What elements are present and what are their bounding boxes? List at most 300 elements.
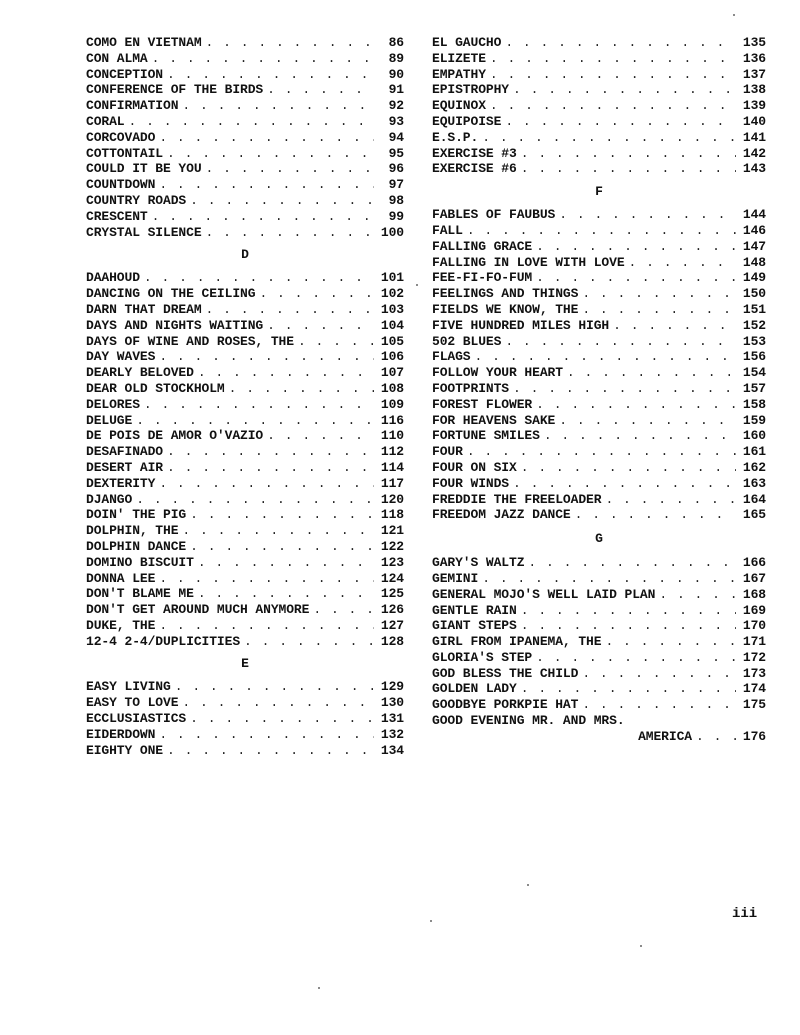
entry-title: COULD IT BE YOU [86,161,202,177]
entry-title: ELIZETE [432,50,486,66]
index-entry [86,318,404,334]
entry-page-number: 106 [380,349,404,365]
dot-leader [659,587,736,603]
index-column-left [86,35,404,758]
index-column-right [432,35,766,745]
entry-title: DELUGE [86,412,133,428]
index-entry [432,239,766,255]
index-entry [432,587,766,603]
entry-title: CONCEPTION [86,66,164,82]
entry-title: DOLPHIN DANCE [86,538,187,554]
index-entry [432,223,766,239]
index-entry [86,177,404,193]
entry-title: DEARLY BELOVED [86,365,194,381]
dot-leader [182,695,374,711]
index-entry [86,365,404,381]
dot-leader [206,35,374,51]
entry-page-number: 124 [380,570,404,586]
index-entry [432,507,766,523]
index-entry [432,460,766,476]
dot-leader [490,51,736,67]
entry-page-number: 134 [380,742,404,758]
index-entry [432,428,766,444]
index-entry [86,492,404,508]
entry-title: ECCLUSIASTICS [86,711,187,727]
entry-title: FEELINGS AND THINGS [432,286,579,302]
index-entry [86,225,404,241]
dot-leader [696,729,736,745]
dot-leader [152,209,374,225]
entry-title: GOOD EVENING MR. AND MRS. [432,713,625,729]
index-entry [432,555,766,571]
section-letter-g: G [595,531,603,547]
entry-page-number: 159 [742,412,766,428]
dot-leader [159,571,374,587]
entry-page-number: 165 [742,507,766,523]
entry-title: DE POIS DE AMOR O'VAZIO [86,428,264,444]
scan-speck [733,14,735,16]
index-entry [432,130,766,146]
entry-page-number: 135 [742,35,766,50]
dot-leader [521,681,736,697]
index-entry [432,618,766,634]
index-entry [86,634,404,650]
index-entry [86,413,404,429]
entry-title: FOUR [432,444,463,460]
entry-page-number: 98 [388,192,404,208]
section-letter-f: F [595,184,603,200]
dot-leader [182,98,374,114]
entry-page-number: 149 [742,270,766,286]
index-entry [432,476,766,492]
index-entry [86,679,404,695]
entry-page-number: 126 [380,602,404,618]
index-entry [432,334,766,350]
entry-title: DAYS OF WINE AND ROSES, THE [86,333,294,349]
entry-title: DAYS AND NIGHTS WAITING [86,317,264,333]
index-entry [432,666,766,682]
entry-title: DUKE, THE [86,617,156,633]
entry-page-number: 136 [742,50,766,66]
entry-title: EMPATHY [432,66,486,82]
entry-page-number: 138 [742,82,766,98]
entry-page-number: 89 [388,50,404,66]
entry-page-number: 160 [742,428,766,444]
entry-title: FREDDIE THE FREELOADER [432,491,602,507]
entry-page-number: 137 [742,66,766,82]
dot-leader [198,365,374,381]
entry-title: COUNTRY ROADS [86,192,187,208]
entry-title: CONFERENCE OF THE BIRDS [86,82,264,98]
index-entry [86,727,404,743]
index-entry [86,130,404,146]
index-entry [432,35,766,51]
dot-leader [467,223,736,239]
entry-title: FOOTPRINTS [432,380,510,396]
dot-leader [229,381,374,397]
index-entry [86,302,404,318]
entry-title: DARN THAT DREAM [86,301,202,317]
dot-leader [613,318,736,334]
dot-leader [167,460,374,476]
index-entry [86,209,404,225]
entry-title: CRYSTAL SILENCE [86,224,202,240]
dot-leader [190,539,374,555]
dot-leader [129,114,374,130]
scan-speck [416,284,418,286]
index-entry [432,397,766,413]
entry-title: GLORIA'S STEP [432,649,533,665]
entry-title: CONFIRMATION [86,98,179,114]
entry-page-number: 132 [380,726,404,742]
entry-title: DJANGO [86,491,133,507]
entry-title: GENERAL MOJO'S WELL LAID PLAN [432,586,656,602]
entry-page-number: 122 [380,538,404,554]
dot-leader [267,82,374,98]
entry-title: CRESCENT [86,208,148,224]
dot-leader [267,428,374,444]
dot-leader [505,35,736,51]
index-entry [86,35,404,51]
index-entry [86,743,404,759]
dot-leader [536,239,736,255]
index-entry [86,381,404,397]
index-entry [86,507,404,523]
entry-page-number: 171 [742,634,766,650]
entry-page-number: 176 [742,728,766,744]
scan-speck [640,945,642,947]
entry-page-number: 147 [742,238,766,254]
entry-title: DESAFINADO [86,444,164,460]
entry-title: E.S.P. [432,129,479,145]
entry-page-number: 120 [380,491,404,507]
entry-title: EASY TO LOVE [86,695,179,711]
dot-leader [152,51,374,67]
dot-leader [575,507,736,523]
entry-title: EIGHTY ONE [86,742,164,758]
entry-page-number: 108 [380,380,404,396]
index-entry [86,334,404,350]
dot-leader [167,146,374,162]
entry-page-number: 167 [742,570,766,586]
index-entry [86,428,404,444]
dot-leader [490,67,736,83]
dot-leader [159,618,374,634]
dot-leader [298,334,374,350]
entry-page-number: 161 [742,444,766,460]
dot-leader [467,444,736,460]
dot-leader [313,602,374,618]
index-entry [86,586,404,602]
index-entry [432,82,766,98]
entry-page-number: 169 [742,602,766,618]
dot-leader [505,114,736,130]
entry-page-number: 91 [388,82,404,98]
entry-page-number: 105 [380,333,404,349]
index-entry [432,729,766,745]
index-entry [432,650,766,666]
entry-page-number: 172 [742,649,766,665]
index-entry [432,697,766,713]
index-entry [86,349,404,365]
entry-title: EQUINOX [432,98,486,114]
index-entry [86,476,404,492]
dot-leader [605,492,736,508]
entry-page-number: 154 [742,365,766,381]
entry-title: DOLPHIN, THE [86,523,179,539]
index-entry [86,695,404,711]
index-entry [86,460,404,476]
dot-leader [144,270,374,286]
entry-title: DEXTERITY [86,475,156,491]
index-entry [432,318,766,334]
index-entry [432,492,766,508]
entry-page-number: 118 [380,507,404,523]
entry-title: DEAR OLD STOCKHOLM [86,380,225,396]
entry-page-number: 146 [742,222,766,238]
index-entry [86,82,404,98]
entry-page-number: 93 [388,113,404,129]
dot-leader [559,207,736,223]
dot-leader [521,146,736,162]
index-entry [86,161,404,177]
entry-page-number: 112 [380,444,404,460]
index-entry [86,146,404,162]
dot-leader [167,67,374,83]
entry-page-number: 140 [742,113,766,129]
index-entry [432,681,766,697]
entry-title: FIELDS WE KNOW, THE [432,301,579,317]
dot-leader [190,193,374,209]
entry-title: DAAHOUD [86,270,140,286]
entry-title: FREEDOM JAZZ DANCE [432,507,571,523]
dot-leader [513,82,736,98]
section-letter-d: D [241,247,249,263]
entry-page-number: 163 [742,475,766,491]
index-entry [432,255,766,271]
dot-leader [167,743,374,759]
entry-page-number: 142 [742,145,766,161]
index-entry [86,571,404,587]
entry-title: EASY LIVING [86,679,171,695]
entry-title: DON'T GET AROUND MUCH ANYMORE [86,602,310,618]
dot-leader [582,286,736,302]
dot-leader [513,381,736,397]
entry-page-number: 121 [380,523,404,539]
index-entry [86,618,404,634]
dot-leader [582,302,736,318]
dot-leader [521,460,736,476]
index-entry [86,193,404,209]
index-entry [86,51,404,67]
index-entry [432,444,766,460]
scan-speck [527,884,529,886]
index-entry [432,349,766,365]
entry-page-number: 97 [388,177,404,193]
dot-leader [159,727,374,743]
dot-leader [159,476,374,492]
dot-leader [559,413,736,429]
entry-page-number: 86 [388,35,404,50]
entry-title: FOUR WINDS [432,475,510,491]
dot-leader [198,555,374,571]
entry-title: DANCING ON THE CEILING [86,286,256,302]
entry-page-number: 152 [742,317,766,333]
entry-page-number: 92 [388,98,404,114]
entry-page-number: 164 [742,491,766,507]
dot-leader [505,334,736,350]
entry-page-number: 129 [380,679,404,695]
scan-speck [430,920,432,922]
entry-page-number: 143 [742,161,766,177]
entry-page-number: 90 [388,66,404,82]
dot-leader [582,697,736,713]
index-entry [86,98,404,114]
entry-page-number: 102 [380,286,404,302]
entry-title: GIRL FROM IPANEMA, THE [432,634,602,650]
index-entry [432,207,766,223]
section-letter-e: E [241,656,249,672]
dot-leader [582,666,736,682]
entry-page-number: 166 [742,555,766,571]
dot-leader [190,507,374,523]
entry-title: EQUIPOISE [432,113,502,129]
entry-title: FOLLOW YOUR HEART [432,365,563,381]
entry-title: FALLING GRACE [432,238,533,254]
entry-title: EL GAUCHO [432,35,502,50]
dot-leader [521,603,736,619]
entry-title: FLAGS [432,349,471,365]
dot-leader [482,130,736,146]
entry-page-number: 114 [380,459,404,475]
entry-page-number: 162 [742,459,766,475]
entry-title: 12-4 2-4/DUPLICITIES [86,633,241,649]
dot-leader [159,349,374,365]
dot-leader [206,302,374,318]
entry-page-number: 131 [380,711,404,727]
index-entry [432,67,766,83]
index-entry [86,397,404,413]
dot-leader [475,349,736,365]
entry-title: FIVE HUNDRED MILES HIGH [432,317,610,333]
dot-leader [190,711,374,727]
entry-title: EPISTROPHY [432,82,510,98]
entry-page-number: 151 [742,301,766,317]
dot-leader [536,270,736,286]
index-entry [86,270,404,286]
entry-page-number: 148 [742,254,766,270]
entry-page-number: 103 [380,301,404,317]
dot-leader [244,634,374,650]
entry-title: DESERT AIR [86,459,164,475]
entry-page-number: 128 [380,633,404,649]
entry-page-number: 127 [380,617,404,633]
dot-leader [206,161,374,177]
entry-page-number: 168 [742,586,766,602]
entry-page-number: 104 [380,317,404,333]
entry-title: CORAL [86,113,125,129]
index-entry [86,602,404,618]
index-entry [432,161,766,177]
entry-title: EIDERDOWN [86,726,156,742]
entry-title: COTTONTAIL [86,145,164,161]
entry-title: EXERCISE #3 [432,145,517,161]
entry-page-number: 141 [742,129,766,145]
dot-leader [182,523,374,539]
entry-title: GARY'S WALTZ [432,555,525,571]
entry-title: DOIN' THE PIG [86,507,187,523]
entry-page-number: 158 [742,396,766,412]
entry-title: COMO EN VIETNAM [86,35,202,50]
entry-title: FALL [432,222,463,238]
entry-page-number: 157 [742,380,766,396]
index-entry [432,98,766,114]
dot-leader [198,586,374,602]
index-entry [86,539,404,555]
dot-leader [521,161,736,177]
entry-title: GENTLE RAIN [432,602,517,618]
index-entry [432,146,766,162]
entry-title: GEMINI [432,570,479,586]
index-entry [86,711,404,727]
dot-leader [136,413,374,429]
dot-leader [175,679,374,695]
entry-page-number: 139 [742,98,766,114]
dot-leader [629,255,736,271]
entry-page-number: 173 [742,665,766,681]
dot-leader [482,571,736,587]
entry-title: COUNTDOWN [86,177,156,193]
dot-leader [513,476,736,492]
entry-page-number: 100 [380,224,404,240]
entry-page-number: 156 [742,349,766,365]
entry-page-number: 99 [388,208,404,224]
index-entry [432,302,766,318]
dot-leader [136,492,374,508]
entry-page-number: 95 [388,145,404,161]
entry-title: GOD BLESS THE CHILD [432,665,579,681]
index-entry [432,381,766,397]
index-entry [86,114,404,130]
entry-page-number: 94 [388,129,404,145]
entry-title: FEE-FI-FO-FUM [432,270,533,286]
entry-title: DAY WAVES [86,349,156,365]
index-entry [432,713,766,729]
index-entry [86,67,404,83]
index-entry [432,365,766,381]
dot-leader [528,555,736,571]
entry-page-number: 170 [742,618,766,634]
dot-leader [167,444,374,460]
index-entry [432,270,766,286]
index-entry [86,523,404,539]
entry-title: FOUR ON SIX [432,459,517,475]
scan-speck [318,987,320,989]
index-entry [432,51,766,67]
dot-leader [159,130,374,146]
dot-leader [536,397,736,413]
entry-title: GOLDEN LADY [432,681,517,697]
dot-leader [144,397,374,413]
dot-leader [259,286,374,302]
entry-title: FABLES OF FAUBUS [432,207,556,223]
dot-leader [159,177,374,193]
entry-page-number: 96 [388,161,404,177]
entry-title: FORTUNE SMILES [432,428,540,444]
entry-page-number: 125 [380,586,404,602]
entry-page-number: 175 [742,697,766,713]
entry-title: EXERCISE #6 [432,161,517,177]
